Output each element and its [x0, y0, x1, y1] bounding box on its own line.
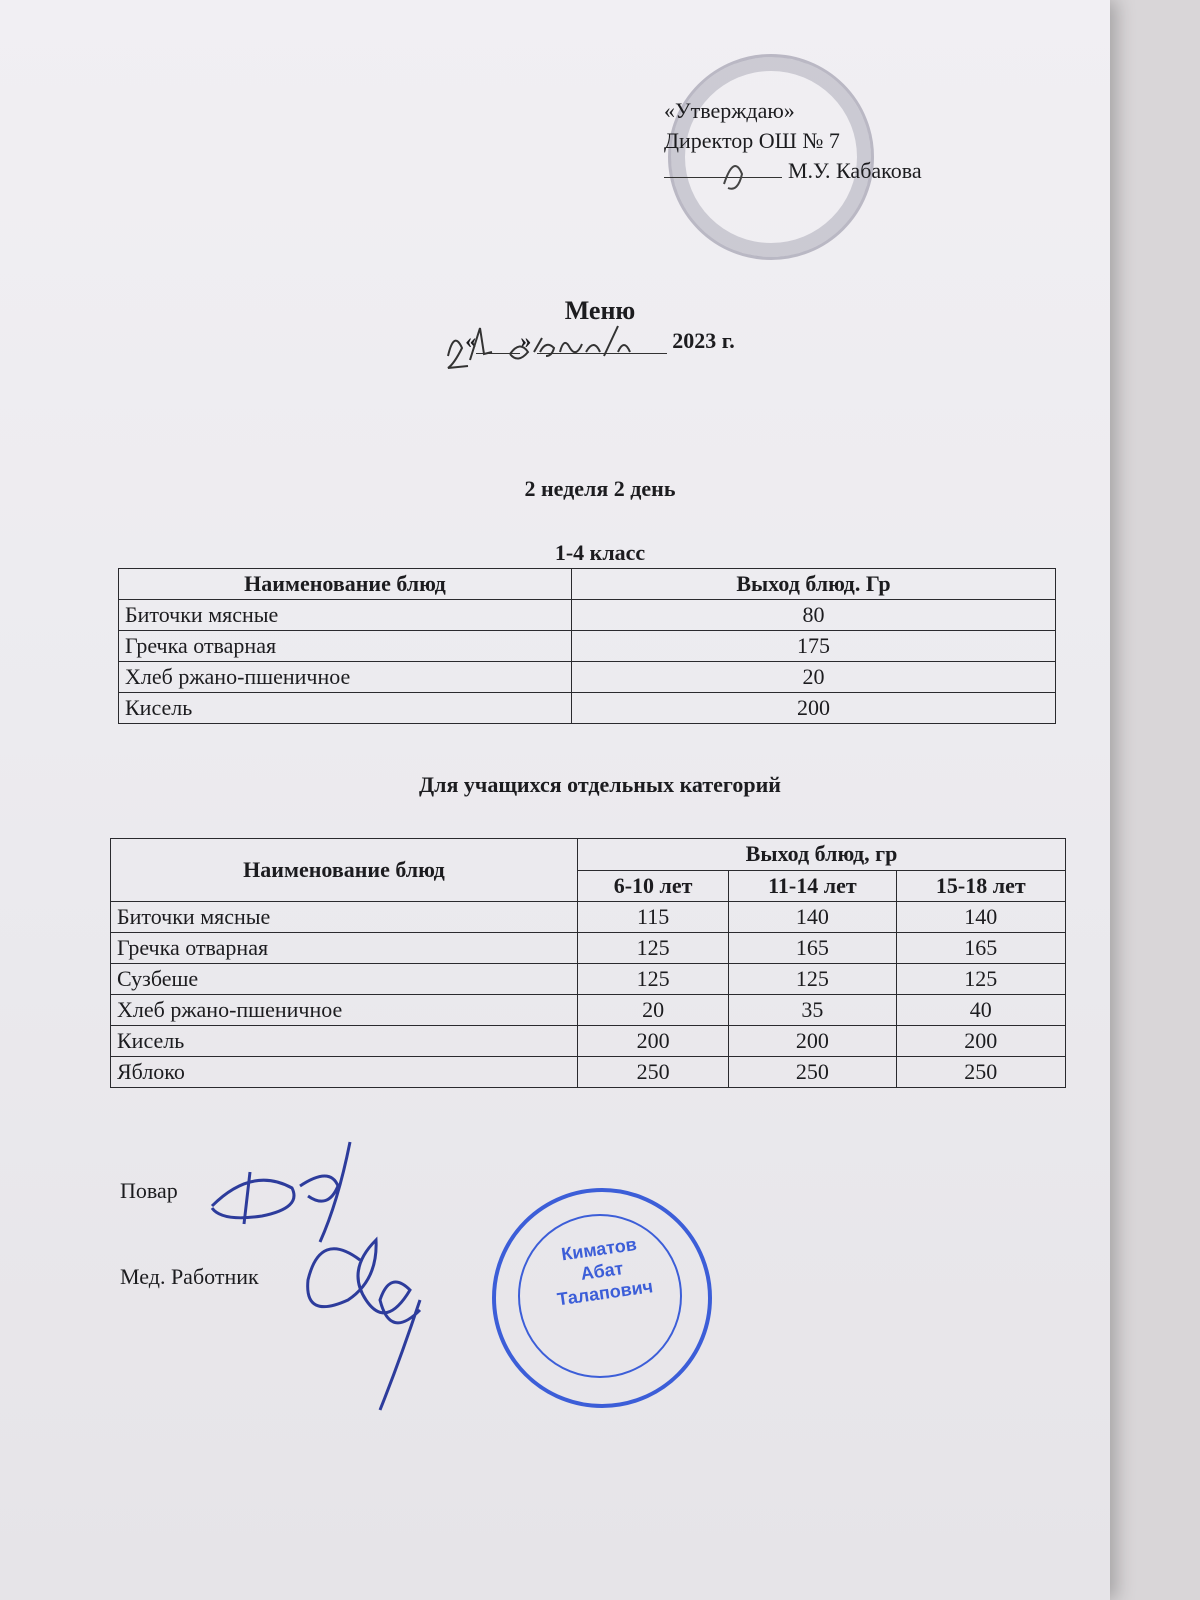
yield-cell: 250 — [896, 1057, 1065, 1088]
yield-cell: 125 — [729, 964, 896, 995]
seal-name-line1: Киматов — [560, 1234, 638, 1265]
yield-cell: 175 — [572, 631, 1056, 662]
yield-cell: 140 — [896, 902, 1065, 933]
dish-name-cell: Хлеб ржано-пшеничное — [111, 995, 578, 1026]
yield-cell: 165 — [896, 933, 1065, 964]
yield-cell: 250 — [729, 1057, 896, 1088]
yield-cell: 20 — [578, 995, 729, 1026]
cook-label: Повар — [120, 1178, 178, 1203]
yield-cell: 40 — [896, 995, 1065, 1026]
column-header-yield: Выход блюд, гр — [578, 839, 1066, 871]
dish-name-cell: Кисель — [111, 1026, 578, 1057]
column-header-age-15-18: 15-18 лет — [896, 870, 1065, 902]
dish-name-cell: Биточки мясные — [119, 600, 572, 631]
yield-cell: 250 — [578, 1057, 729, 1088]
date-year: 2023 г. — [672, 328, 735, 353]
yield-cell: 200 — [896, 1026, 1065, 1057]
handwritten-month — [510, 326, 630, 359]
approval-signer-name: М.У. Кабакова — [788, 158, 922, 183]
page-title: Меню — [564, 296, 636, 325]
director-signature — [724, 166, 742, 189]
dish-name-cell: Хлеб ржано-пшеничное — [119, 662, 572, 693]
section2-caption: Для учащихся отдельных категорий — [419, 772, 781, 797]
dish-name-cell: Гречка отварная — [111, 933, 578, 964]
yield-cell: 200 — [729, 1026, 896, 1057]
date-open-quote: « — [465, 328, 477, 353]
column-header-yield: Выход блюд. Гр — [572, 569, 1056, 600]
medic-label: Мед. Работник — [120, 1264, 259, 1289]
yield-cell: 125 — [578, 933, 729, 964]
yield-cell: 20 — [572, 662, 1056, 693]
yield-cell: 80 — [572, 600, 1056, 631]
yield-cell: 125 — [578, 964, 729, 995]
dish-name-cell: Сузбеше — [111, 964, 578, 995]
dish-name-cell: Кисель — [119, 693, 572, 724]
yield-cell: 35 — [729, 995, 896, 1026]
section1-caption: 1-4 класс — [554, 540, 646, 565]
seal-name-line2: Абат — [579, 1258, 625, 1284]
handwritten-day — [448, 328, 492, 368]
week-day-label: 2 неделя 2 день — [524, 476, 676, 501]
yield-cell: 125 — [896, 964, 1065, 995]
column-header-dish: Наименование блюд — [111, 839, 578, 902]
cook-signature — [212, 1142, 350, 1242]
dish-name-cell: Яблоко — [111, 1057, 578, 1088]
column-header-age-6-10: 6-10 лет — [578, 870, 729, 902]
medic-signature — [308, 1240, 420, 1410]
yield-cell: 140 — [729, 902, 896, 933]
yield-cell: 165 — [729, 933, 896, 964]
date-close-quote: » — [520, 328, 532, 353]
yield-cell: 200 — [578, 1026, 729, 1057]
approval-position: Директор ОШ № 7 — [664, 128, 840, 153]
approval-heading: «Утверждаю» — [664, 98, 795, 123]
yield-cell: 200 — [572, 693, 1056, 724]
column-header-age-11-14: 11-14 лет — [729, 870, 896, 902]
seal-name-line3: Талапович — [555, 1276, 655, 1310]
yield-cell: 115 — [578, 902, 729, 933]
dish-name-cell: Гречка отварная — [119, 631, 572, 662]
column-header-dish: Наименование блюд — [119, 569, 572, 600]
dish-name-cell: Биточки мясные — [111, 902, 578, 933]
